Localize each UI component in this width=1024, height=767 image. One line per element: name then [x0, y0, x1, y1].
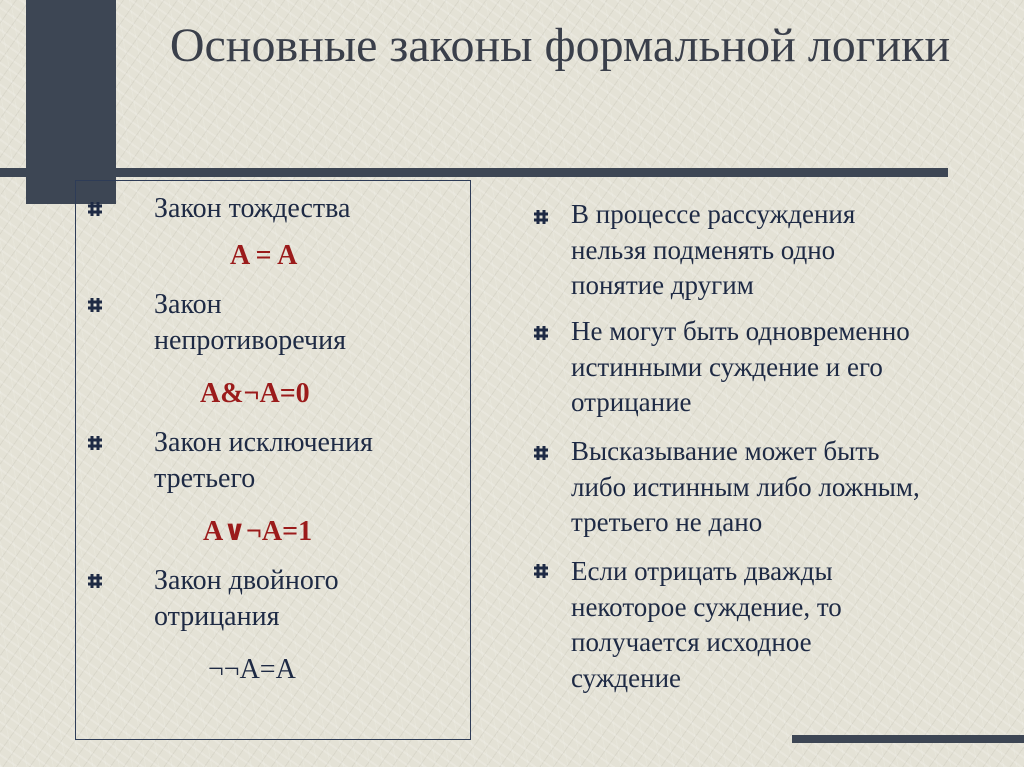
decorative-line-top [0, 168, 948, 177]
law-1-name: Закон тождества [154, 193, 351, 224]
law-2-name: Закон непротиворечия [154, 289, 346, 356]
law-4-formula: ¬¬A=A [208, 654, 296, 685]
law-2-formula: A&¬A=0 [200, 378, 310, 409]
hash-bullet-icon [534, 446, 548, 460]
slide-title: Основные законы формальной логики [169, 19, 951, 72]
hash-bullet-icon [88, 574, 102, 588]
hash-bullet-icon [534, 326, 548, 340]
law-4-name: Закон двойного отрицания [154, 565, 339, 632]
law-1-formula: A = A [230, 240, 298, 271]
hash-bullet-icon [534, 564, 548, 578]
law-3-name: Закон исключения третьего [154, 427, 373, 494]
explanation-3: Высказывание может быть либо истинным либо ложным, третьего не дано [571, 436, 920, 537]
hash-bullet-icon [534, 210, 548, 224]
explanation-1: В процессе рассуждения нельзя подменять одно понятие другим [571, 199, 856, 300]
explanation-2: Не могут быть одновременно истинными суждение и его отрицание [571, 316, 910, 417]
hash-bullet-icon [88, 298, 102, 312]
law-3-formula: A∨¬A=1 [203, 516, 313, 547]
hash-bullet-icon [88, 436, 102, 450]
decorative-line-bottom [792, 735, 1024, 743]
hash-bullet-icon [88, 202, 102, 216]
explanation-4: Если отрицать дважды некоторое суждение, то получается исходное суждение [571, 556, 842, 693]
